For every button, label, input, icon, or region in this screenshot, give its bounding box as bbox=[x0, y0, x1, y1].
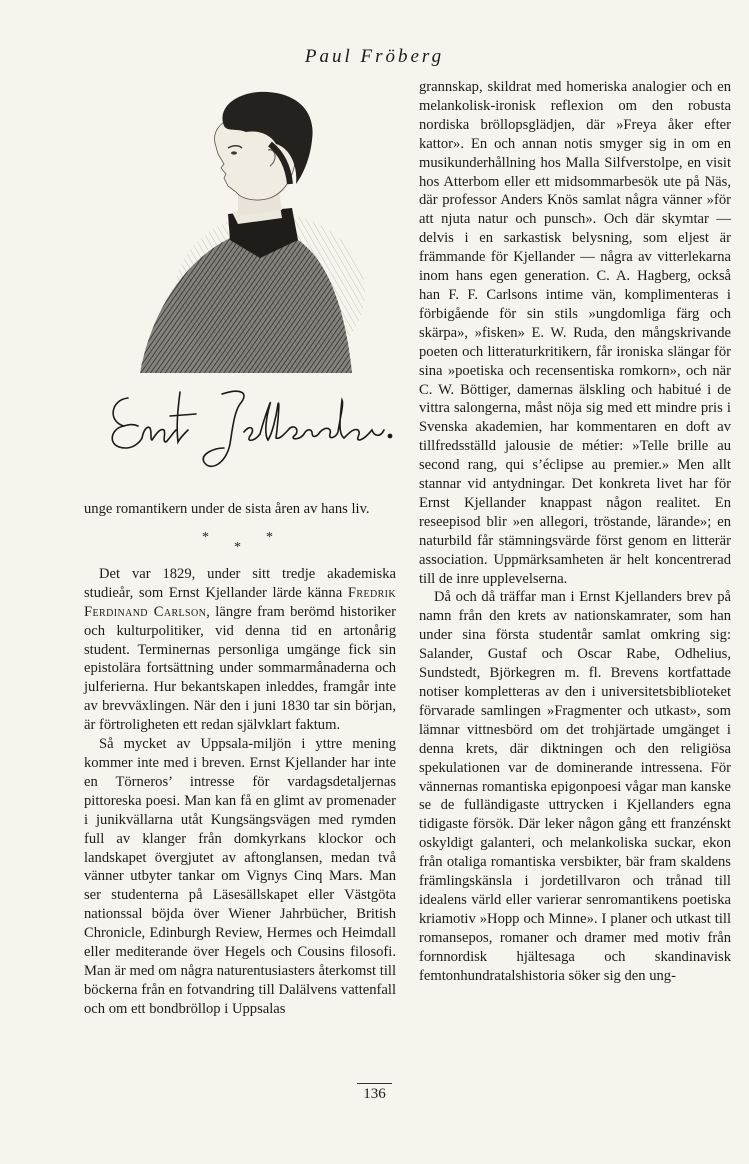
running-head: Paul Fröberg bbox=[304, 46, 445, 67]
section-break-stars: * * * bbox=[202, 529, 273, 555]
signature-image bbox=[100, 378, 400, 478]
person-name-carlson: Fredrik Ferdinand Carlson bbox=[84, 584, 396, 620]
paragraph-carlson: Det var 1829, under sitt tredje akademiska studieår, som Ernst Kjellander lärde känna Fredrik Ferdinand Carlson, längre fram berömd historiker och kulturpolitiker, vid denna tid en artonårig student. Terminernas personliga umgänge fick sin epistolära fortsättning under sommarmånaderna och julferierna. Hur bekantskapen inleddes, framgår inte av brevväxlingen. När den i juni 1830 tar sin början, är förtroligheten ett redan självklart faktum. bbox=[84, 565, 396, 734]
right-column bbox=[419, 78, 731, 986]
left-column bbox=[84, 500, 396, 1019]
page-number: 136 bbox=[0, 1086, 749, 1103]
paragraph-nation-friends: Då och då träffar man i Ernst Kjellanders brev på namn från den krets av nationskamrater, som han under sina första studentår samlat omkring sig: Salander, Gustaf och Oscar Rabe, Odhelius, Sundstedt, Björkegren m. fl. Brevens kortfattade notiser kompletteras av den i universitetsbiblioteket förvarade samlingen »Fragmenter och utkast», som lämnar vittnesbörd om det trohjärtade umgänget i denna krets, där diktningen och den religiösa spekulationen var de dominerande intressena. För vännernas romantiska epigonpoesi vågar man kanske se de fulländigaste uttrycken i Kjellanders egna tidigaste försök. Där leker någon gång ett franzénskt oskyldigt galanteri, och melankoliska suckar, ekon från otaliga romantiska versbikter, bär fram skaldens främlingskänsla i jordetillvaron och trånad till idealens värld eller varierar senromantikens poetiska kriamotiv »Hopp och Minne». I planer och utkast till romansepos, romaner och dramer med motiv från fornnordisk hjältesaga och skandinavisk femtonhundratalshistoria söker sig den ung- bbox=[419, 589, 731, 984]
paragraph-continuation-right: grannskap, skildrat med homeriska analogier och en melankolisk-ironisk reflexion om den robusta nordiska bröllopsglädjen, där »Freya åker efter kattor». En och annan notis smyger sig in om en musikunderhållning hos Malla Silfverstolpe, en visit hos Atterbom eller ett midsommarbesök ute på Näs, där professor Anders Knös samlat några vänner »för att njuta natur och punsch». Och där skymtar — delvis i en sarkastisk belysning, som eljest är främmande för Kjellander — några av vitterlekarna inom hans egen generation. C. A. Hagberg, också han F. F. Carlsons intime vän, komplimenteras i förbigående för sin stils »ungdomliga färg och skärpa», »fisken» E. W. Ruda, den mångskrivande poeten och litteraturkritikern, får ironiska slängar för sina »poetiska och recensentiska romkorn», och när C. W. Böttiger, damernas älskling och habitué i de vittra salongerna, måst nöja sig med ett mindre pris i Svenska akademien, har kommentaren en doft av tillfredsställd jalousie de métier: »Telle brille au second rang, qui s’éclipse au premier.» Men allt stannar vid antydningar. Det konkreta livet har för Ernst Kjellander knappast någon realitet. En reseepisod blir »en allegori, tröstande, lärande»; en naturbild får stämningsvärde först genom en litterär association. Uppmärksamheten är helt koncentrerad till de inre upplevelserna. bbox=[419, 79, 731, 587]
paragraph-uppsala-milieu: Så mycket av Uppsala-miljön i yttre mening kommer inte med i breven. Ernst Kjellander har inte en Törneros’ intresse för vardagsdetaljernas pittoreska poesi. Man kan få en glimt av promenader i junikvällarna utåt Kungsängsvägen med rymden full av klanger från domkyrkans klockor och landskapet övergjutet av aftonglansen, medan två vänner utbyter tankar om Vignys Cinq Mars. Man ser studenterna på Läsesällskapet eller Västgöta nationssal böjda över Wiener Jahrbücher, British Chronicle, Edinburgh Review, Hermes och Heimdall eller mediterande över Hegels och Cousins filosofi. Man är med om några naturentusiasters återkomst till böckerna från en fotvandring till Dalälvens vattenfall och om ett bondbröllop i Uppsalas bbox=[84, 736, 396, 1017]
paragraph-continuation: unge romantikern under de sista åren av hans liv. bbox=[84, 501, 370, 517]
portrait-engraving bbox=[120, 88, 370, 378]
